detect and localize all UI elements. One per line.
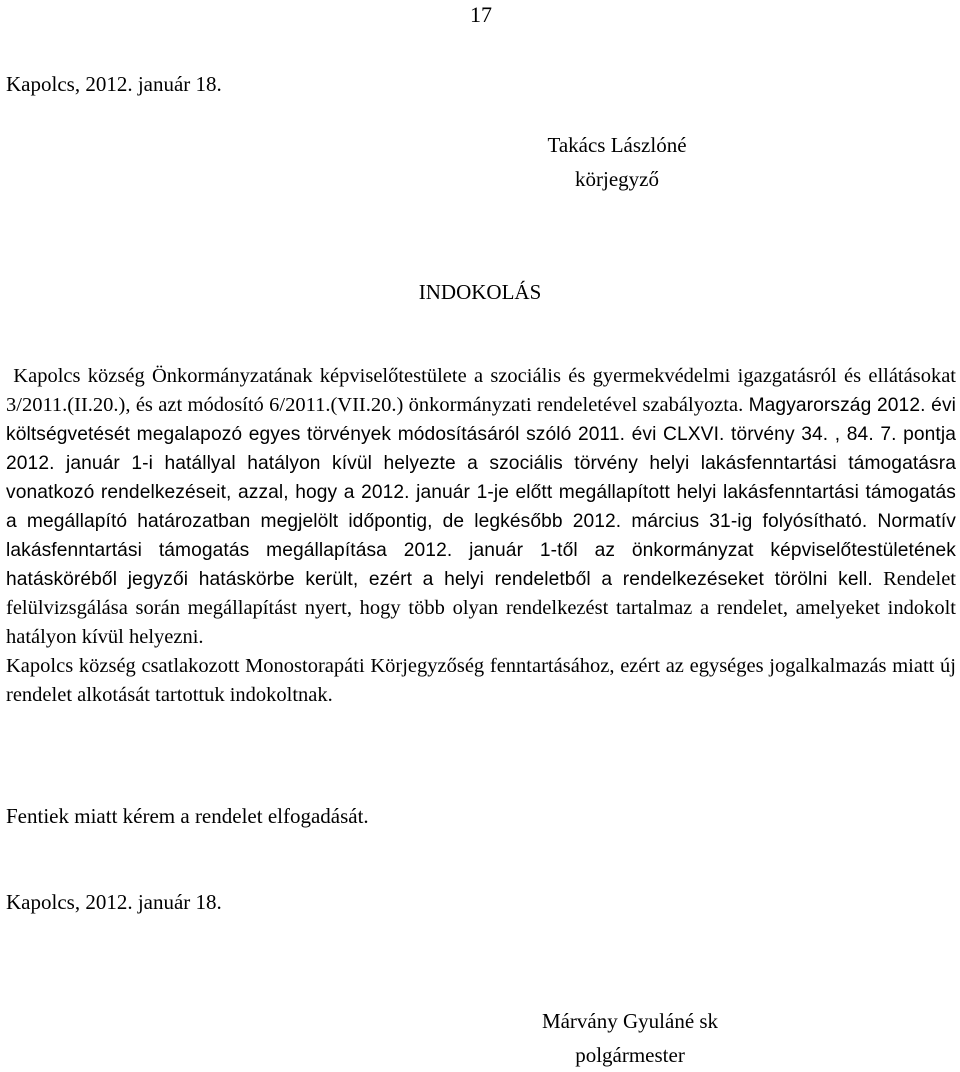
mayor-title: polgármester — [575, 1043, 685, 1067]
paragraph-joining: Kapolcs község csatlakozott Monostorapáti Körjegyzőség fenntartásához, ezért az egységes jogalkalmazás miatt új rendelet alkotását tartottuk indokoltnak. — [6, 655, 956, 706]
notary-name: Takács Lászlóné — [547, 133, 687, 157]
request-sentence: Fentiek miatt kérem a rendelet elfogadását. — [6, 804, 369, 828]
mayor-name: Márvány Gyuláné sk — [541, 1009, 719, 1033]
mayor-signature-block — [480, 1004, 780, 1072]
justification-body — [6, 362, 956, 710]
paragraph-regulation-review: Rendelet felülvizsgálása során megállapítást nyert, hogy több olyan rendelkezést tartalmaz a rendelet, amelyeket indokolt hatályon kívül helyezni. — [6, 568, 956, 648]
document-heading: INDOKOLÁS — [418, 280, 542, 304]
page-number: 17 — [470, 2, 492, 27]
header-date: Kapolcs, 2012. január 18. — [6, 72, 222, 96]
notary-title: körjegyző — [575, 167, 659, 191]
footer-date: Kapolcs, 2012. január 18. — [6, 890, 222, 914]
paragraph-regulation — [6, 362, 956, 652]
paragraph-regulation-law-change: Magyarország 2012. évi költségvetését megalapozó egyes törvények módosításáról szóló 2011. évi CLXVI. törvény 34. , 84. 7. pontja 2012. január 1-i hatállyal hatályon kívül helyezte a szociális törvény helyi lakásfenntartási támogatásra vonatkozó rendelkezéseit, azzal, hogy a 2012. január 1-je előtt megállapított helyi lakásfenntartási támogatás a megállapító határozatban megjelölt időpontig, de legkésőbb 2012. március 31-ig folyósítható. Normatív lakásfenntartási támogatás megállapítása 2012. január 1-től az önkormányzat képviselőtestületének hatásköréből jegyzői hatáskörbe került, ezért a helyi rendeletből a rendelkezéseket törölni kell. — [6, 395, 956, 590]
notary-signature-block — [467, 128, 767, 196]
paragraph-regulation-intro: Kapolcs község Önkormányzatának képviselőtestülete a szociális és gyermekvédelmi igazgatásról és ellátásokat 3/2011.(II.20.), és azt módosító 6/2011.(VII.20.) önkormányzati rendeletével szabályozta. — [6, 365, 957, 416]
